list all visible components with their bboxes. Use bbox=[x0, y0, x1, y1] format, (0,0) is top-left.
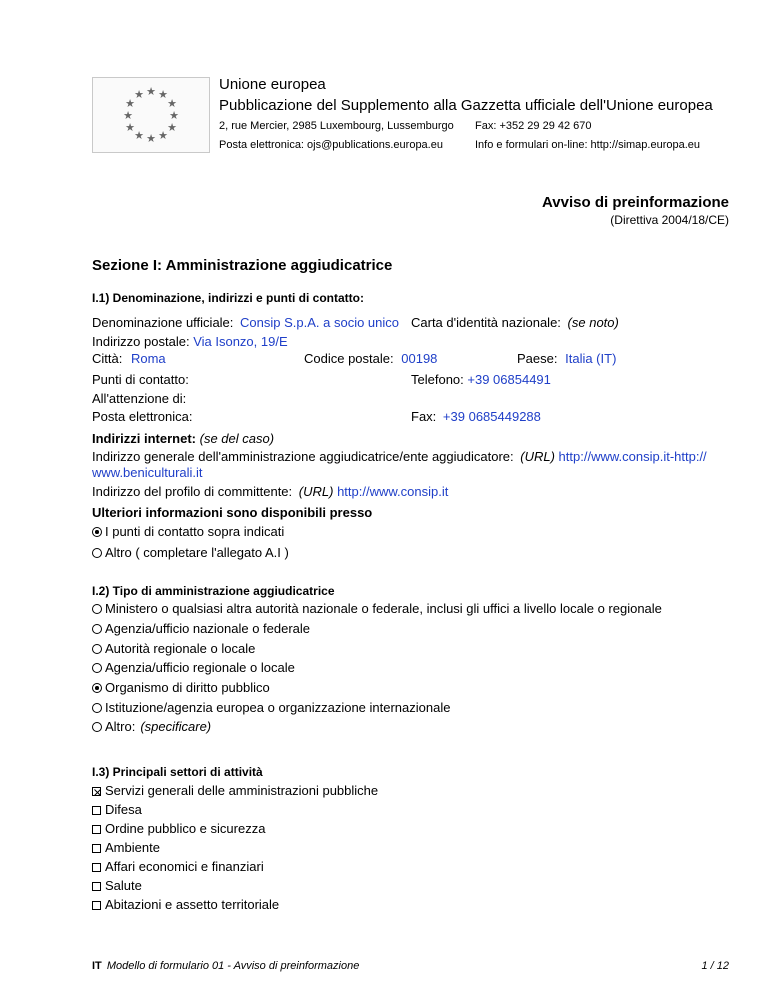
publisher-address: 2, rue Mercier, 2985 Luxembourg, Lussemburgo bbox=[219, 120, 454, 132]
option-label: Affari economici e finanziari bbox=[105, 859, 264, 874]
svg-text:★: ★ bbox=[158, 130, 168, 142]
radio-selected-icon[interactable] bbox=[92, 683, 102, 693]
denomination-row bbox=[92, 315, 399, 330]
publisher-name: Unione europea bbox=[219, 76, 326, 93]
s12-title: I.2) Tipo di amministrazione aggiudicatrice bbox=[92, 584, 335, 598]
radio-icon[interactable] bbox=[92, 644, 102, 654]
cap-value: 00198 bbox=[401, 351, 438, 366]
checkbox-icon[interactable] bbox=[92, 806, 101, 815]
checkbox-icon[interactable] bbox=[92, 825, 101, 834]
activity-option[interactable] bbox=[92, 859, 264, 874]
national-id-row bbox=[411, 315, 619, 330]
option-label: Ambiente bbox=[105, 840, 160, 855]
city-label: Città: bbox=[92, 351, 123, 366]
authority-type-option[interactable] bbox=[92, 680, 270, 695]
publisher-info: Info e formulari on-line: http://simap.europa.eu bbox=[475, 139, 701, 151]
other-note: (specificare) bbox=[140, 719, 212, 734]
option-label: Abitazioni e assetto territoriale bbox=[105, 897, 280, 912]
svg-text:★: ★ bbox=[158, 89, 168, 101]
profile-url-link[interactable]: http://www.consip.it bbox=[337, 484, 449, 499]
internet-note: (se del caso) bbox=[199, 431, 275, 446]
svg-text:★: ★ bbox=[134, 130, 144, 142]
postal-value: Via Isonzo, 19/E bbox=[193, 334, 288, 349]
phone-value: +39 06854491 bbox=[467, 372, 551, 387]
option-label: Ministero o qualsiasi altra autorità nazionale o federale, inclusi gli uffici a livello locale o regionale bbox=[105, 601, 662, 616]
footer-form-name: Modello di formulario 01 - Avviso di preinformazione bbox=[106, 960, 360, 972]
option-label: Salute bbox=[105, 878, 142, 893]
radio-selected-icon[interactable] bbox=[92, 527, 102, 537]
option-label: Altro: bbox=[105, 719, 136, 734]
svg-text:★: ★ bbox=[169, 110, 179, 122]
svg-text:★: ★ bbox=[146, 86, 156, 98]
fax-value: +39 0685449288 bbox=[442, 409, 541, 424]
more-info-option[interactable] bbox=[92, 524, 284, 539]
option-label: Ordine pubblico e sicurezza bbox=[105, 821, 266, 836]
option-label: Istituzione/agenzia europea o organizzazione internazionale bbox=[105, 700, 451, 715]
email-label: Posta elettronica: bbox=[92, 409, 193, 424]
eu-flag-logo bbox=[92, 77, 210, 153]
section-title: Sezione I: Amministrazione aggiudicatrice bbox=[92, 257, 393, 274]
svg-text:★: ★ bbox=[167, 98, 177, 110]
url-tag: (URL) bbox=[520, 449, 555, 464]
authority-type-option[interactable] bbox=[92, 621, 310, 636]
more-info-title: Ulteriori informazioni sono disponibili presso bbox=[92, 505, 373, 520]
checkbox-icon[interactable] bbox=[92, 901, 101, 910]
contact-label: Punti di contatto: bbox=[92, 372, 189, 387]
profile-row bbox=[92, 484, 448, 499]
attention-label: All'attenzione di: bbox=[92, 391, 187, 406]
radio-icon[interactable] bbox=[92, 722, 102, 732]
authority-type-option[interactable] bbox=[92, 719, 211, 734]
denomination-label: Denominazione ufficiale: bbox=[92, 315, 234, 330]
url-tag: (URL) bbox=[298, 484, 334, 499]
option-label: Difesa bbox=[105, 802, 142, 817]
checkbox-checked-icon[interactable] bbox=[92, 787, 101, 796]
radio-icon[interactable] bbox=[92, 663, 102, 673]
page-number: 1 / 12 bbox=[701, 960, 729, 972]
fax-label: Fax: bbox=[411, 409, 437, 424]
option-label: Altro ( completare l'allegato A.I ) bbox=[105, 545, 289, 560]
activity-option[interactable] bbox=[92, 840, 160, 855]
phone-label: Telefono: bbox=[411, 372, 464, 387]
s11-title: I.1) Denominazione, indirizzi e punti di contatto: bbox=[92, 291, 364, 305]
option-label: Agenzia/ufficio nazionale o federale bbox=[105, 621, 311, 636]
radio-icon[interactable] bbox=[92, 624, 102, 634]
svg-text:★: ★ bbox=[125, 98, 135, 110]
general-url-link-cont[interactable]: www.beniculturali.it bbox=[92, 465, 203, 480]
authority-type-option[interactable] bbox=[92, 641, 255, 656]
radio-icon[interactable] bbox=[92, 548, 102, 558]
checkbox-icon[interactable] bbox=[92, 882, 101, 891]
activity-option[interactable] bbox=[92, 802, 142, 817]
checkbox-icon[interactable] bbox=[92, 863, 101, 872]
general-url-link[interactable]: http://www.consip.it-http:// bbox=[558, 449, 707, 464]
option-label: I punti di contatto sopra indicati bbox=[105, 524, 285, 539]
profile-label: Indirizzo del profilo di committente: bbox=[92, 484, 293, 499]
option-label: Agenzia/ufficio regionale o locale bbox=[105, 660, 295, 675]
svg-text:★: ★ bbox=[167, 122, 177, 134]
national-id-label: Carta d'identità nazionale: bbox=[411, 315, 561, 330]
footer-form bbox=[92, 960, 359, 972]
cap-row bbox=[304, 351, 437, 366]
publisher-email: Posta elettronica: ojs@publications.europa.eu bbox=[219, 139, 443, 151]
postal-label: Indirizzo postale: bbox=[92, 334, 190, 349]
country-label: Paese: bbox=[517, 351, 558, 366]
denomination-value: Consip S.p.A. a socio unico bbox=[240, 315, 400, 330]
authority-type-option[interactable] bbox=[92, 700, 450, 715]
more-info-option[interactable] bbox=[92, 545, 289, 560]
fax-row bbox=[411, 409, 541, 424]
checkbox-icon[interactable] bbox=[92, 844, 101, 853]
notice-directive: (Direttiva 2004/18/CE) bbox=[610, 213, 729, 227]
publication-title: Pubblicazione del Supplemento alla Gazzetta ufficiale dell'Unione europea bbox=[219, 97, 713, 114]
option-label: Organismo di diritto pubblico bbox=[105, 680, 270, 695]
authority-type-option[interactable] bbox=[92, 660, 295, 675]
svg-text:★: ★ bbox=[146, 133, 156, 145]
activity-option[interactable] bbox=[92, 821, 265, 836]
general-address-row bbox=[92, 449, 707, 464]
cap-label: Codice postale: bbox=[304, 351, 394, 366]
radio-icon[interactable] bbox=[92, 703, 102, 713]
svg-text:★: ★ bbox=[123, 110, 133, 122]
activity-option[interactable] bbox=[92, 783, 378, 798]
svg-text:★: ★ bbox=[125, 122, 135, 134]
footer-lang: IT bbox=[92, 960, 102, 972]
s13-title: I.3) Principali settori di attività bbox=[92, 765, 263, 779]
postal-row bbox=[92, 334, 288, 349]
publisher-fax: Fax: +352 29 29 42 670 bbox=[475, 120, 592, 132]
internet-row bbox=[92, 431, 274, 446]
country-value: Italia (IT) bbox=[565, 351, 617, 366]
option-label: Servizi generali delle amministrazioni pubbliche bbox=[105, 783, 379, 798]
country-row bbox=[517, 351, 616, 366]
internet-label: Indirizzi internet: bbox=[92, 431, 196, 446]
svg-text:★: ★ bbox=[134, 89, 144, 101]
general-address-label: Indirizzo generale dell'amministrazione aggiudicatrice/ente aggiudicatore: bbox=[92, 449, 514, 464]
activity-option[interactable] bbox=[92, 878, 142, 893]
city-value: Roma bbox=[130, 351, 166, 366]
phone-row bbox=[411, 372, 551, 387]
city-row bbox=[92, 351, 166, 366]
radio-icon[interactable] bbox=[92, 604, 102, 614]
option-label: Autorità regionale o locale bbox=[105, 641, 256, 656]
authority-type-option[interactable] bbox=[92, 601, 662, 616]
notice-title: Avviso di preinformazione bbox=[542, 194, 729, 211]
national-id-note: (se noto) bbox=[567, 315, 619, 330]
activity-option[interactable] bbox=[92, 897, 279, 912]
